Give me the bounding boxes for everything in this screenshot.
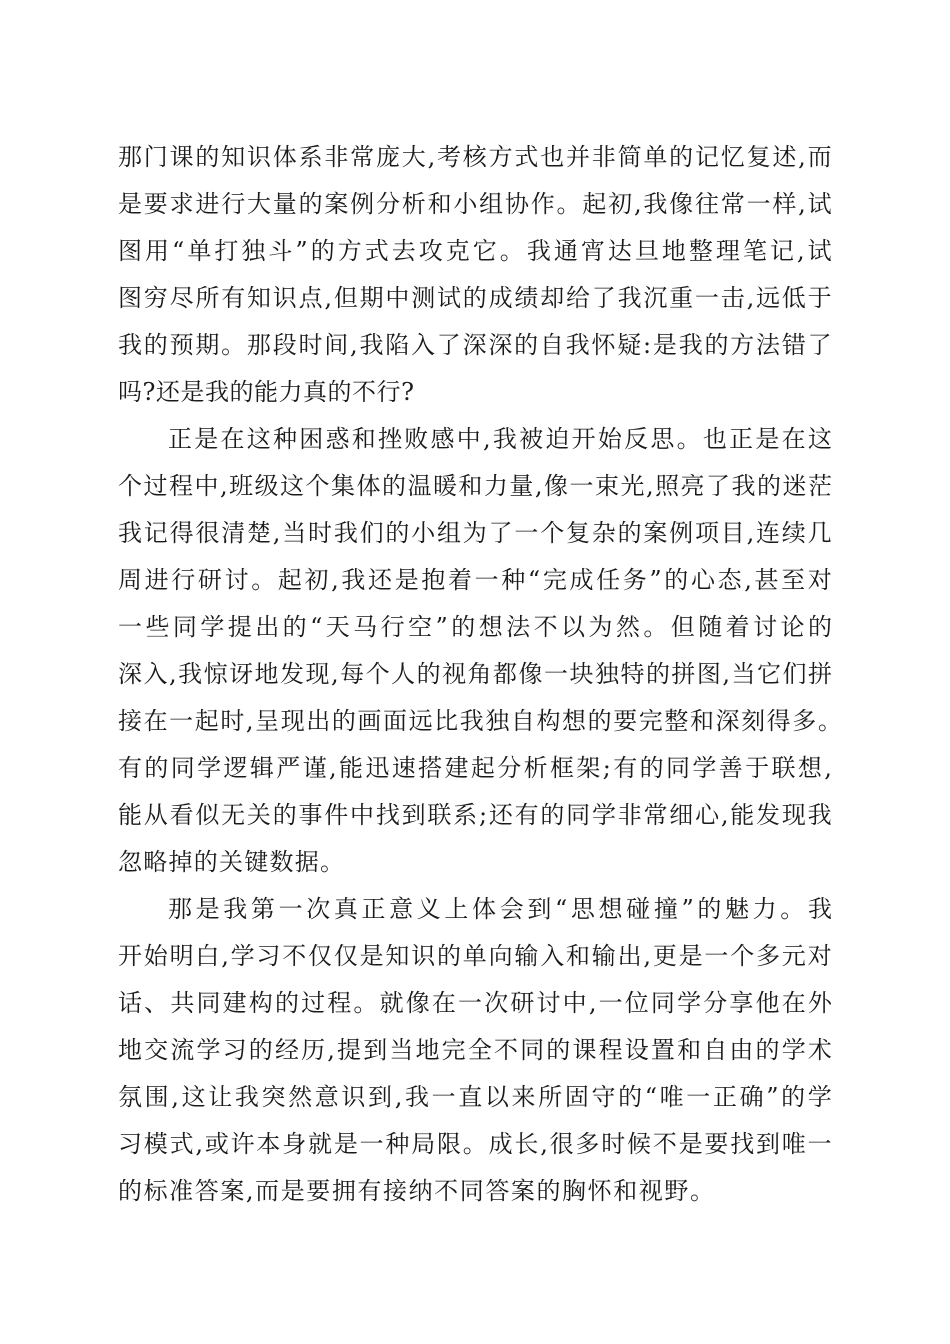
text-line: 吗 ? 还 是 我 的 能 力 真 的 不 行 ? [118,378,414,406]
text-line: 开 始 明 白 , 学 习 不 仅 仅 是 知 识 的 单 向 输 入 和 输 出 , 更 是 一 个 多 元 对 [118,942,832,970]
text-line: 图 用 “ 单 打 独 斗 ” 的 方 式 去 攻 克 它 。 我 通 宵 达 旦 地 整 理 笔 记 , 试 [118,237,832,265]
text-line: 有 的 同 学 逻 辑 严 谨 , 能 迅 速 搭 建 起 分 析 框 架 ; 有 的 同 学 善 于 联 想 , [118,754,832,782]
text-line: 正 是 在 这 种 困 惑 和 挫 败 感 中 , 我 被 迫 开 始 反 思 。 也 正 是 在 这 [168,425,832,453]
text-line: 一 些 同 学 提 出 的 “ 天 马 行 空 ” 的 想 法 不 以 为 然 。 但 随 着 讨 论 的 [118,613,832,641]
text-line: 周 进 行 研 讨 。 起 初 , 我 还 是 抱 着 一 种 “ 完 成 任 务 ” 的 心 态 , 甚 至 对 [118,566,832,594]
text-line: 我 记 得 很 清 楚 , 当 时 我 们 的 小 组 为 了 一 个 复 杂 的 案 例 项 目 , 连 续 几 [118,519,832,547]
text-line: 习 模 式 , 或 许 本 身 就 是 一 种 局 限 。 成 长 , 很 多 时 候 不 是 要 找 到 唯 一 [118,1130,832,1158]
text-line: 话 、 共 同 建 构 的 过 程 。 就 像 在 一 次 研 讨 中 , 一 位 同 学 分 享 他 在 外 [118,989,832,1017]
text-line: 是 要 求 进 行 大 量 的 案 例 分 析 和 小 组 协 作 。 起 初 , 我 像 往 常 一 样 , 试 [118,190,832,218]
text-line: 能 从 看 似 无 关 的 事 件 中 找 到 联 系 ; 还 有 的 同 学 非 常 细 心 , 能 发 现 我 [118,801,832,829]
text-line: 氛 围 , 这 让 我 突 然 意 识 到 , 我 一 直 以 来 所 固 守 的 “ 唯 一 正 确 ” 的 学 [118,1083,832,1111]
text-line: 那 门 课 的 知 识 体 系 非 常 庞 大 , 考 核 方 式 也 并 非 简 单 的 记 忆 复 述 , 而 [118,143,832,171]
text-line: 的 标 准 答 案 , 而 是 要 拥 有 接 纳 不 同 答 案 的 胸 怀 和 视 野 。 [118,1177,714,1205]
text-line: 那 是 我 第 一 次 真 正 意 义 上 体 会 到 “ 思 想 碰 撞 ” 的 魅 力 。 我 [168,895,832,923]
text-line: 地 交 流 学 习 的 经 历 , 提 到 当 地 完 全 不 同 的 课 程 设 置 和 自 由 的 学 术 [118,1036,832,1064]
text-line: 接 在 一 起 时 , 呈 现 出 的 画 面 远 比 我 独 自 构 想 的 要 完 整 和 深 刻 得 多 。 [118,707,842,735]
text-line: 图 穷 尽 所 有 知 识 点 , 但 期 中 测 试 的 成 绩 却 给 了 我 沉 重 一 击 , 远 低 于 [118,284,832,312]
text-line: 个 过 程 中 , 班 级 这 个 集 体 的 温 暖 和 力 量 , 像 一 束 光 , 照 亮 了 我 的 迷 茫 [118,472,832,500]
text-line: 深 入 , 我 惊 讶 地 发 现 , 每 个 人 的 视 角 都 像 一 块 独 特 的 拼 图 , 当 它 们 拼 [118,660,832,688]
text-line: 忽 略 掉 的 关 键 数 据 。 [118,848,344,876]
text-line: 我 的 预 期 。 那 段 时 间 , 我 陷 入 了 深 深 的 自 我 怀 疑 : 是 我 的 方 法 错 了 [118,331,832,359]
